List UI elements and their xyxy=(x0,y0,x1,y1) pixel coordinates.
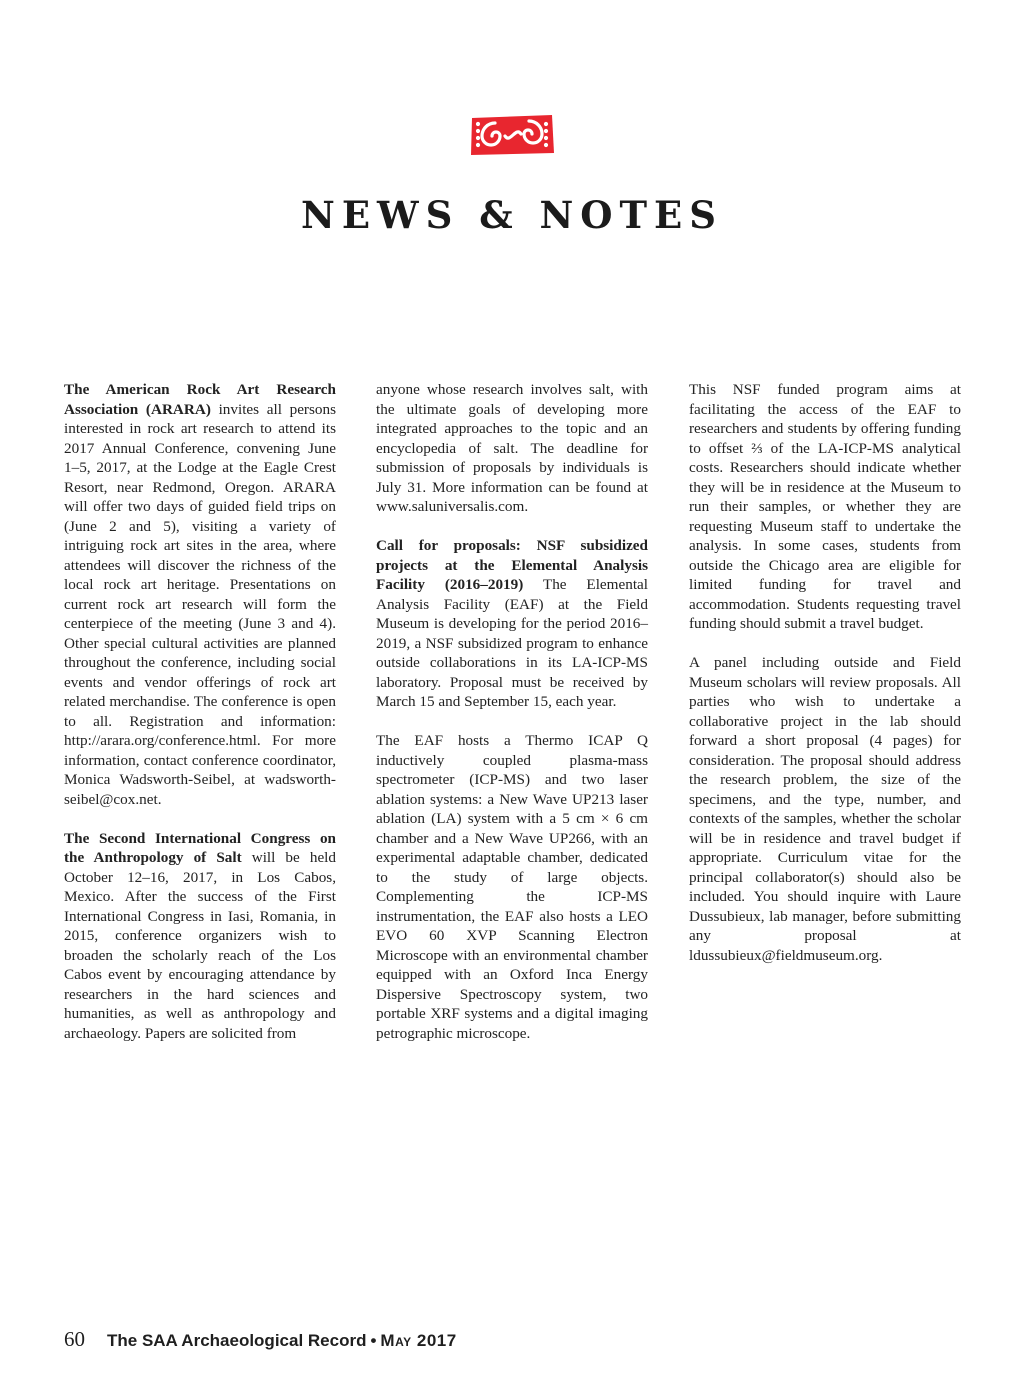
salt-congress-paragraph xyxy=(64,829,336,1044)
arara-lead: The American Rock Art Research Association (ARARA) xyxy=(64,381,336,418)
page-footer xyxy=(64,1326,457,1352)
nsf-program-paragraph: This NSF funded program aims at facilitating the access of the EAF to researchers and students by offering funding to offset ⅔ of the LA-ICP-MS analytical costs. Researchers should indicate whether they will be in residence at the Museum to run their samples, or whether they are requesting Museum staff to undertake the analysis. In some cases, students from outside the Chicago area are eligible for limited funding for travel and accommodation. Students requesting travel funding should submit a travel budget. xyxy=(689,381,961,632)
article-column-1 xyxy=(64,380,336,1043)
section-title: NEWS & NOTES xyxy=(301,193,723,237)
article-column-2 xyxy=(376,380,648,1043)
issue-date: May 2017 xyxy=(380,1331,457,1350)
page-number: 60 xyxy=(64,1327,85,1351)
salt-congress-lead: The Second International Congress on the Anthropology of Salt xyxy=(64,829,336,866)
eaf-equipment-paragraph: The EAF hosts a Thermo ICAP Q inductively coupled plasma-mass spectrometer (ICP-MS) and two laser ablation systems: a New Wave UP213 laser ablation (LA) system with a 5 cm × 6 cm chamber and a New Wave UP266, with an experimental adaptable chamber, dedicated to the study of large objects. Complementing the ICP-MS instrumentation, the EAF also hosts a LEO EVO 60 XVP Scanning Electron Microscope with an environmental chamber equipped with an Oxford Inca Energy Dispersive Spectroscopy system, two portable XRF systems and a digital imaging petrographic microscope. xyxy=(376,732,648,1042)
publication-name: The SAA Archaeological Record xyxy=(107,1331,367,1350)
nsf-call-paragraph xyxy=(376,536,648,712)
salt-congress-body: will be held October 12–16, 2017, in Los Cabos, Mexico. After the success of the First International Congress in Iasi, Romania, in 2015, conference organizers wish to broaden the scholarly reach of the Los Cabos event by encouraging attendance by researchers in the hard sciences and humanities, as well as anthropology and archaeology. Papers are solicited from xyxy=(64,849,336,1042)
news-notes-logo-icon xyxy=(468,112,556,158)
salt-congress-continued: anyone whose research involves salt, with the ultimate goals of developing more integrated approaches to the topic and an encyclopedia of salt. The deadline for submission of proposals by individuals is July 31. More information can be found at www.saluniversalis.com. xyxy=(376,381,648,515)
arara-paragraph xyxy=(64,380,336,809)
article-column-3 xyxy=(689,380,961,965)
nsf-call-body: The Elemental Analysis Facility (EAF) at the Field Museum is developing for the period 2016–2019, a NSF subsidized program to enhance outside collaborations in its LA-ICP-MS laboratory. Proposal must be received by March 15 and September 15, each year. xyxy=(376,576,649,710)
nsf-call-lead: Call for proposals: NSF subsidized projects at the Elemental Analysis Facility (2016–2019) xyxy=(376,537,648,593)
proposal-review-paragraph: A panel including outside and Field Museum scholars will review proposals. All parties who wish to undertake a collaborative project in the lab should forward a short proposal (4 pages) for consideration. The proposal should address the research problem, the size of the specimens, and the type, number, and contexts of the samples, whether the scholar will be in residence and travel budget if appropriate. Curriculum vitae for the principal collaborator(s) should also be included. You should inquire with Laure Dussubieux, lab manager, before submitting any proposal at ldussubieux@fieldmuseum.org. xyxy=(689,654,961,964)
arara-body: invites all persons interested in rock art research to attend its 2017 Annual Conference, convening June 1–5, 2017, at the Lodge at the Eagle Crest Resort, near Redmond, Oregon. ARARA will offer two days of guided field trips on (June 2 and 5), visiting a variety of intriguing rock art sites in the area, where attendees will discover the richness of the local rock art heritage. Presentations on current rock art research will form the centerpiece of the meeting (June 3 and 4). Other special cultural activities are planned throughout the conference, including social events and vendor offerings of rock art related merchandise. The conference is open to all. Registration and information: http://arara.org/conference.html. For more information, contact conference coordinator, Monica Wadsworth-Seibel, at wadsworth-seibel@cox.net. xyxy=(64,400,336,808)
footer-bullet: • xyxy=(370,1331,377,1350)
